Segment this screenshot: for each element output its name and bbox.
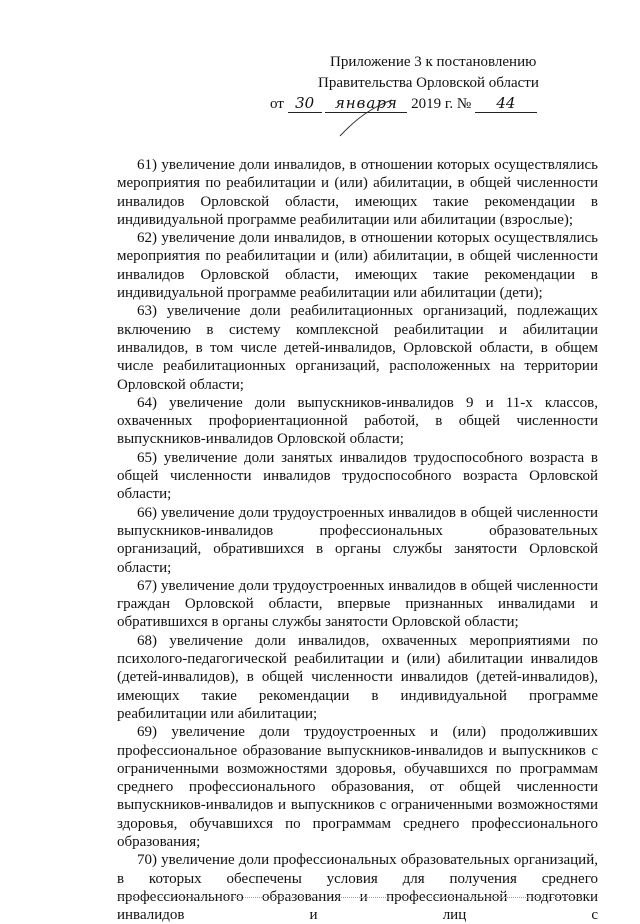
list-item: 64) увеличение доли выпускников-инвалидов 9 и 11-х классов, охваченных профориентационной работой, в общей численности выпускников-инвалидов Орловской области; [117,394,598,448]
list-item: 61) увеличение доли инвалидов, в отношении которых осуществлялись мероприятия по реабилитации и (или) абилитации, в общей численности инвалидов Орловской области, имеющих такие рекомендации в индивидуальной программе реабилитации или абилитации (взрослые); [117,157,598,228]
list-item: 67) увеличение доли трудоустроенных инвалидов в общей численности граждан Орловской области, впервые признанных инвалидами и обратившихся в органы службы занятости Орловской области; [117,577,598,631]
list-item: 69) увеличение доли трудоустроенных и (или) продолживших профессиональное образование выпускников-инвалидов и выпускников с ограниченными возможностями здоровья, обучавшихся по программам среднего профессионального образования, от общей численности выпускников-инвалидов и выпускников с ограниченными возможностями здоровья, обучавшихся по программам среднего профессионального образования; [117,724,598,850]
scan-edge-divider [120,897,590,898]
appendix-authority: Правительства Орловской области [318,75,539,91]
signature-stroke-icon [300,98,420,138]
list-item: 62) увеличение доли инвалидов, в отношении которых осуществлялись мероприятия по реабилитации и (или) абилитации, в общей численности инвалидов Орловской области, имеющих такие рекомендации в индивидуальной программе реабилитации или абилитации (дети); [117,230,598,302]
handwritten-day: 30 [288,94,322,113]
appendix-title: Приложение 3 к постановлению [330,54,537,70]
document-body [117,156,598,924]
list-item: 63) увеличение доли реабилитационных организаций, подлежащих включению в систему комплексной реабилитации и абилитации инвалидов, в том числе детей-инвалидов, Орловской области, в общем числе реабилитационных организаций, расположенных на территории Орловской области; [117,303,598,393]
list-item: 66) увеличение доли трудоустроенных инвалидов в общей численности выпускников-инвалидов профессиональных образовательных организаций, обратившихся в органы службы занятости Орловской области; [117,504,598,576]
handwritten-month: января [325,94,407,113]
date-year-suffix: 2019 г. № [411,96,472,112]
handwritten-doc-number: 44 [475,94,537,113]
list-item: 70) увеличение доли профессиональных образовательных организаций, в которых обеспечены условия для получения среднего профессионального образования и профессиональной подготовки инвалидов и лиц с [117,852,598,924]
list-item: 68) увеличение доли инвалидов, охваченных мероприятиями по психолого-педагогической реабилитации и (или) абилитации инвалидов (детей-инвалидов), в общей численности инвалидов (детей-инвалидов), имеющих такие рекомендации в индивидуальной программе реабилитации или абилитации; [117,632,598,722]
date-prefix: от [270,96,284,112]
list-item: 65) увеличение доли занятых инвалидов трудоспособного возраста в общей численности инвалидов трудоспособного возраста Орловской области; [117,449,598,503]
